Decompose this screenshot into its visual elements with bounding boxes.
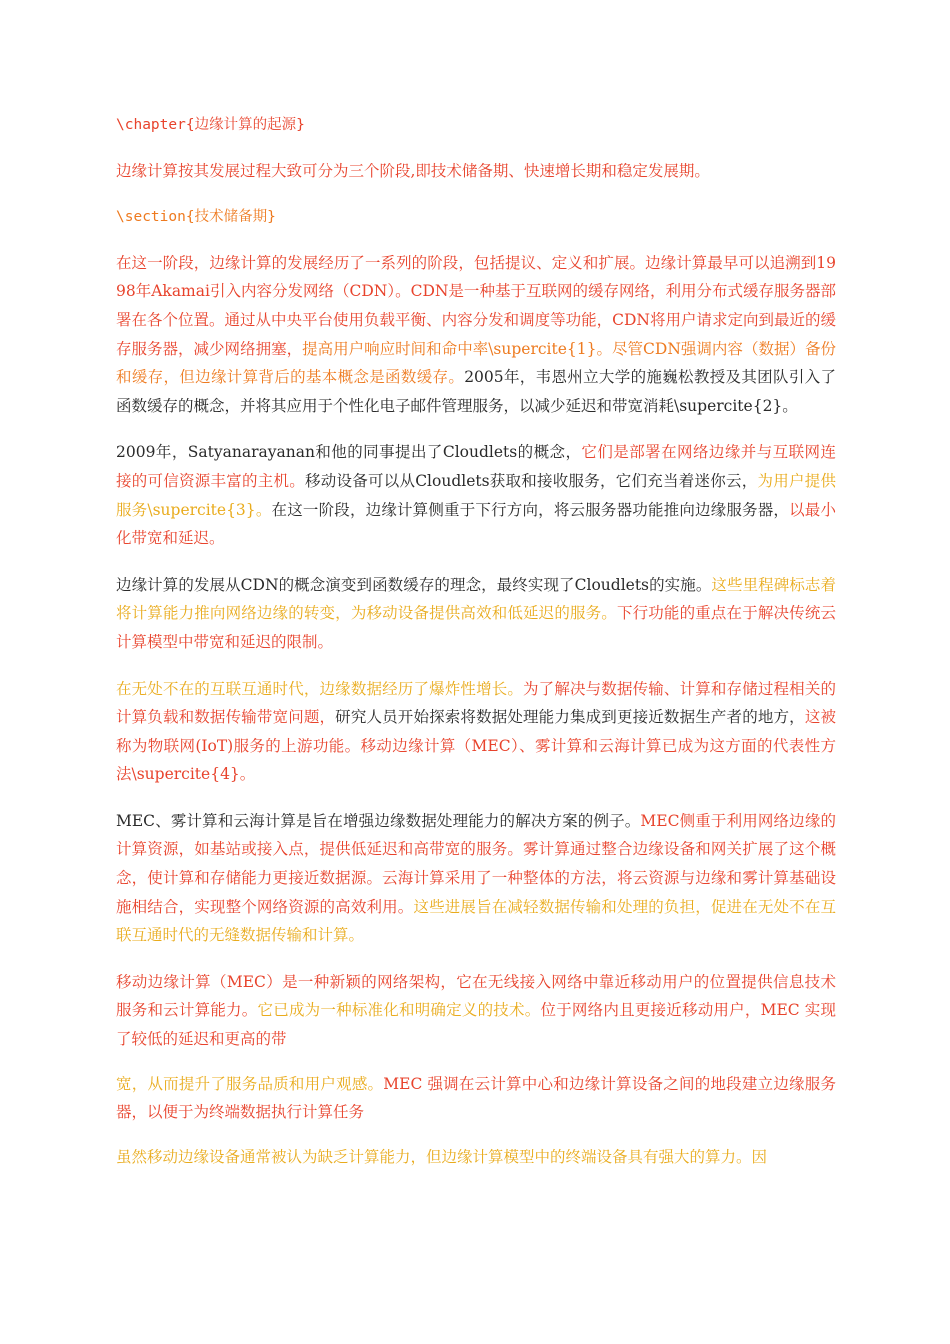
paragraph-7: [116, 1070, 836, 1127]
document-body: [116, 111, 836, 1189]
paragraph-6: [116, 968, 836, 1054]
p2-span-5: 在这一阶段，边缘计算侧重于下行方向，将云服务器功能推向边缘服务器，: [271, 500, 790, 519]
p2-span-2: 它们是部署在网络边缘并与互联网连接的可信资源丰富的主机。: [116, 443, 836, 490]
p5-span-5: 这些进展旨在减轻数据传输和处理的负担，促进在无处不在互联互通时代的无缝数据传输和计算。: [116, 897, 836, 945]
paragraph-8: [116, 1143, 836, 1172]
p5-span-3: 雾计算通过整合边缘设备和网关扩展了这个概念，使计算和存储能力更接近数据源。: [116, 840, 836, 888]
p2-span-6: 以最小化带宽和延迟。: [116, 500, 836, 548]
p3-span-1: 边缘计算的发展从CDN的概念演变到函数缓存的理念，最终实现了Cloudlets的实施。: [116, 575, 712, 594]
paragraph-1: [116, 249, 836, 421]
paragraph-4: [116, 675, 836, 789]
p5-span-1: MEC、雾计算和云海计算是旨在增强边缘数据处理能力的解决方案的例子。: [116, 811, 641, 830]
p6-span-3: 位于网络内且更接近移动用户，MEC 实现了较低的延迟和更高的带: [116, 1001, 836, 1049]
p4-span-4: 这被称为物联网(IoT)服务的上游功能。: [116, 708, 836, 755]
p5-span-4: 云海计算采用了一种整体的方法，将云资源与边缘和雾计算基础设施相结合，实现整个网络资源的高效利用。: [116, 869, 836, 916]
intro-paragraph: 边缘计算按其发展过程大致可分为三个阶段,即技术储备期、快速增长期和稳定发展期。: [116, 161, 710, 180]
p1-span-1: 在这一阶段，边缘计算的发展经历了一系列的阶段，包括提议、定义和扩展。边缘计算最早可以追溯到1998年Akamai引入内容分发网络（CDN）。CDN是一种基于互联网的缓存网络，利用分布式缓存服务器部署在各个位置。通过从中央平台使用负载平衡、内容分发和调度等功能，CDN将用户请求定向到最近的缓存服务器，减少网络拥塞，: [116, 253, 836, 358]
paragraph-2: [116, 438, 836, 552]
p7-span-2: MEC 强调在云计算中心和边缘计算设备之间的地段建立边缘服务器，以便于为终端数据执行计算任务: [116, 1074, 836, 1122]
p7-span-1: 宽，从而提升了服务品质和用户观感。: [116, 1074, 384, 1093]
p1-span-3: 尽管CDN强调内容（数据）备份和缓存，但边缘计算背后的基本概念是函数缓存。: [116, 339, 836, 387]
p6-span-2: 它已成为一种标准化和明确定义的技术。: [257, 1001, 541, 1020]
p1-span-4: 2005年，韦恩州立大学的施巍松教授及其团队引入了函数缓存的概念，并将其应用于个性化电子邮件管理服务，以减少延迟和带宽消耗\supercite{2}。: [116, 368, 836, 415]
p3-span-3: 下行功能的重点在于解决传统云计算模型中带宽和延迟的限制。: [116, 604, 836, 651]
p4-span-5: 移动边缘计算（MEC）、雾计算和云海计算已成为这方面的代表性方法\supercite{4}。: [116, 736, 836, 784]
paragraph-5: [116, 807, 836, 950]
paragraph-3: [116, 571, 836, 657]
p4-span-3: 研究人员开始探索将数据处理能力集成到更接近数据生产者的地方，: [335, 708, 805, 727]
p6-span-1: 移动边缘计算（MEC）是一种新颖的网络架构，它在无线接入网络中靠近移动用户的位置提供信息技术服务和云计算能力。: [116, 972, 836, 1020]
p2-span-3: 移动设备可以从Cloudlets获取和接收服务，它们充当着迷你云，: [304, 471, 758, 490]
p3-span-2: 这些里程碑标志着将计算能力推向网络边缘的转变，为移动设备提供高效和低延迟的服务。: [116, 575, 836, 623]
p2-span-4: 为用户提供服务\supercite{3}。: [116, 471, 836, 519]
p8-span-1: 虽然移动边缘设备通常被认为缺乏计算能力，但边缘计算模型中的终端设备具有强大的算力。因: [116, 1147, 768, 1166]
p4-span-1: 在无处不在的互联互通时代，边缘数据经历了爆炸性增长。: [116, 679, 524, 698]
p2-span-1: 2009年，Satyanarayanan和他的同事提出了Cloudlets的概念，: [116, 443, 582, 462]
p4-span-2: 为了解决与数据传输、计算和存储过程相关的计算负载和数据传输带宽问题，: [116, 679, 836, 727]
p1-span-2: 提高用户响应时间和命中率\supercite{1}。: [302, 339, 613, 358]
section-command: \section{技术储备期}: [116, 209, 276, 226]
p5-span-2: MEC侧重于利用网络边缘的计算资源，如基站或接入点，提供低延迟和高带宽的服务。: [116, 811, 836, 859]
chapter-command: \chapter{边缘计算的起源}: [116, 117, 305, 133]
